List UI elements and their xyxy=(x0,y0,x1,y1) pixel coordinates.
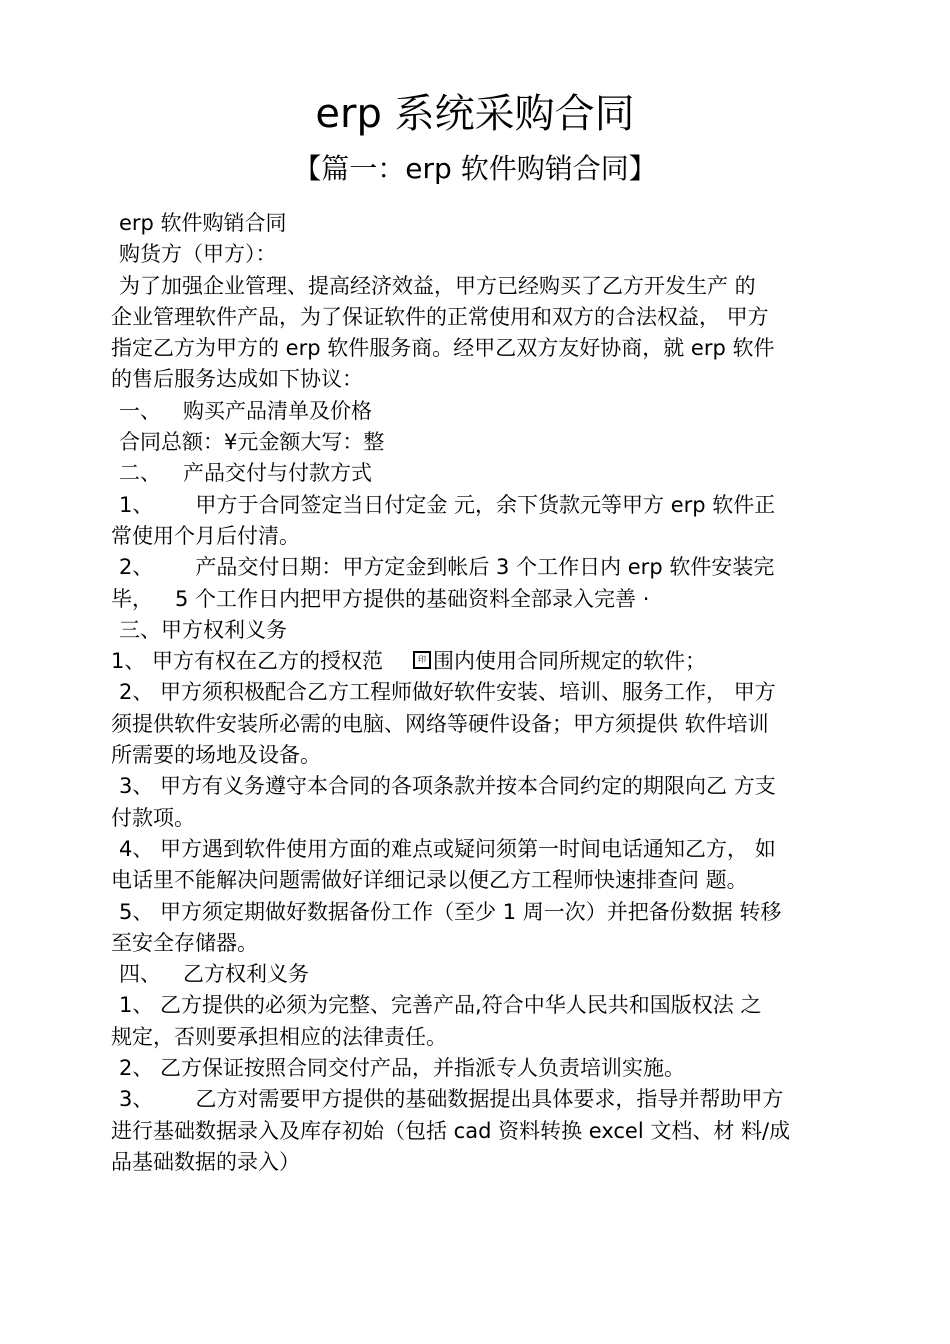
paragraph-line: 规定，否则要承担相应的法律责任。 xyxy=(111,1024,447,1049)
clause-text: 1、 甲方有权在乙方的授权范 xyxy=(111,649,384,674)
paragraph-line: 付款项。 xyxy=(111,805,195,830)
paragraph-line: 品基础数据的录入） xyxy=(111,1149,300,1174)
clause-number: 3、 xyxy=(119,1087,154,1112)
clause-text: 5 个工作日内把甲方提供的基础资料全部录入完善 · xyxy=(175,586,650,611)
clause-line: 5、 甲方须定期做好数据备份工作（至少 1 周一次）并把备份数据 转移 xyxy=(119,899,782,924)
clause-line xyxy=(111,1084,859,1115)
paragraph-line: 电话里不能解决问题需做好详细记录以便乙方工程师快速排查问 题。 xyxy=(111,868,748,893)
paragraph-line: 合同总额：¥元金额大写：整 xyxy=(119,430,385,455)
section-heading xyxy=(111,959,859,990)
clause-line: 2、 甲方须积极配合乙方工程师做好软件安装、培训、服务工作， 甲方 xyxy=(119,680,776,705)
section-number: 四、 xyxy=(119,962,161,987)
section-number: 一、 xyxy=(119,398,161,423)
paragraph-line: 指定乙方为甲方的 erp 软件服务商。经甲乙双方友好协商，就 erp 软件 xyxy=(111,336,775,361)
clause-line xyxy=(111,584,859,615)
document-title: erp 系统采购合同 xyxy=(315,91,635,137)
clause-line: 1、 乙方提供的必须为完整、完善产品,符合中华人民共和国版权法 之 xyxy=(119,993,762,1018)
buyer-line: 购货方（甲方）： xyxy=(119,242,277,267)
clause-text: 乙方对需要甲方提供的基础数据提出具体要求，指导并帮助甲方 xyxy=(195,1087,784,1112)
clause-line xyxy=(111,552,859,583)
paragraph-line: 企业管理软件产品，为了保证软件的正常使用和双方的合法权益， 甲方 xyxy=(111,304,769,329)
paragraph-line: 的售后服务达成如下协议： xyxy=(111,367,363,392)
clause-line xyxy=(111,490,859,521)
clause-line: 3、 甲方有义务遵守本合同的各项条款并按本合同约定的期限向乙 方支 xyxy=(119,774,776,799)
seal-icon: 印 xyxy=(413,651,431,669)
clause-text: 围内使用合同所规定的软件； xyxy=(433,649,707,674)
paragraph-line: 至安全存储器。 xyxy=(111,930,258,955)
clause-text: 毕， xyxy=(111,586,153,611)
section-heading xyxy=(111,458,859,489)
section-number: 二、 xyxy=(119,461,161,486)
clause-line: 2、 乙方保证按照合同交付产品，并指派专人负责培训实施。 xyxy=(119,1056,686,1081)
clause-text: 甲方于合同签定当日付定金 元，余下货款元等甲方 erp 软件正 xyxy=(195,492,776,517)
clause-text: 产品交付日期：甲方定金到帐后 3 个工作日内 erp 软件安装完 xyxy=(195,555,775,580)
section-title: 乙方权利义务 xyxy=(183,962,309,987)
section-heading xyxy=(111,396,859,427)
document-subtitle: 【篇一：erp 软件购销合同】 xyxy=(293,152,657,185)
paragraph-line: 所需要的场地及设备。 xyxy=(111,743,321,768)
paragraph-line: 进行基础数据录入及库存初始（包括 cad 资料转换 excel 文档、材 料/成 xyxy=(111,1118,791,1143)
document-body xyxy=(111,208,859,1178)
paragraph-line: 常使用个月后付清。 xyxy=(111,523,300,548)
paragraph-line: 为了加强企业管理、提高经济效益，甲方已经购买了乙方开发生产 的 xyxy=(119,273,756,298)
section-title: 产品交付与付款方式 xyxy=(183,461,372,486)
clause-number: 2、 xyxy=(119,555,154,580)
section-heading: 三、甲方权利义务 xyxy=(119,617,287,642)
clause-line: 4、 甲方遇到软件使用方面的难点或疑问须第一时间电话通知乙方， 如 xyxy=(119,836,776,861)
clause-line xyxy=(111,646,859,677)
paragraph-line: 须提供软件安装所必需的电脑、网络等硬件设备；甲方须提供 软件培训 xyxy=(111,711,769,736)
clause-number: 1、 xyxy=(119,492,154,517)
section-title: 购买产品清单及价格 xyxy=(183,398,372,423)
contract-name-line: erp 软件购销合同 xyxy=(119,211,287,235)
